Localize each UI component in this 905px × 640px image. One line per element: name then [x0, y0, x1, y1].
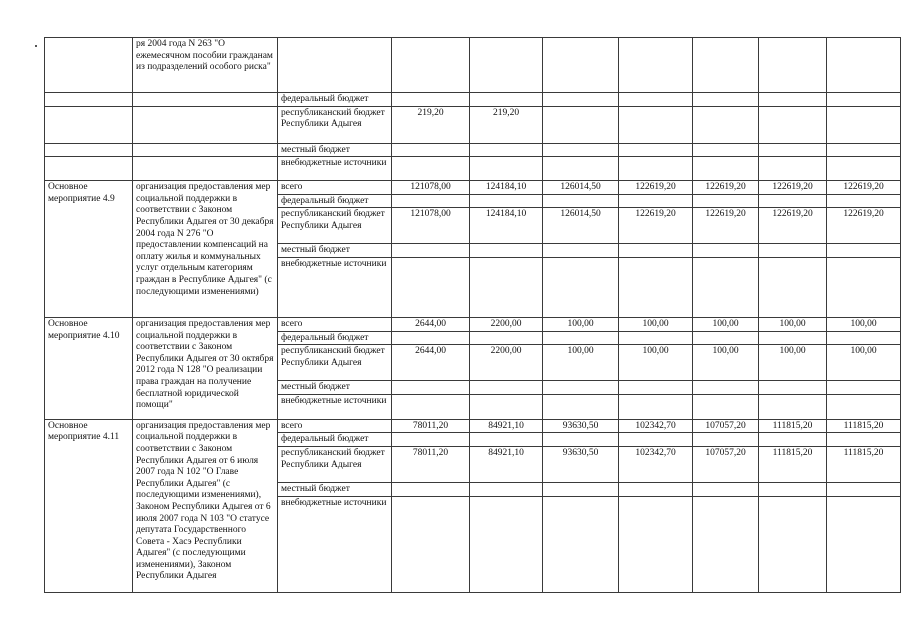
value-cell: 111815,20: [759, 419, 827, 433]
table-body: [45, 38, 901, 593]
value-cell: 100,00: [693, 345, 759, 381]
table-row: [45, 157, 901, 181]
event-description-cell: ря 2004 года N 263 "О ежемесячном пособии гражданам из подразделений особого риска": [133, 38, 278, 93]
table-row: [45, 181, 901, 195]
value-cell: [827, 106, 901, 143]
value-cell: 122619,20: [619, 181, 693, 195]
source-cell: республиканский бюджет Республики Адыгея: [278, 208, 392, 244]
value-cell: 122619,20: [827, 181, 901, 195]
value-cell: 100,00: [827, 345, 901, 381]
value-cell: 102342,70: [619, 446, 693, 482]
value-cell: 100,00: [759, 345, 827, 381]
value-cell: 78011,20: [392, 419, 470, 433]
value-cell: 126014,50: [543, 181, 619, 195]
source-cell: местный бюджет: [278, 244, 392, 258]
value-cell: [759, 106, 827, 143]
source-cell: федеральный бюджет: [278, 433, 392, 447]
table-row: [45, 93, 901, 107]
table-row: [45, 419, 901, 433]
value-cell: 219,20: [392, 106, 470, 143]
event-description-cell: организация предоставления мер социальной поддержки в соответствии с Законом Республики Адыгея от 30 декабря 2004 года N 276 "О предоставлении компенсаций на оплату жилья и коммунальных услуг отдельным категориям граждан в Республике Адыгея" (с последующими изменениями): [133, 181, 278, 318]
source-cell: местный бюджет: [278, 381, 392, 395]
source-cell: внебюджетные источники: [278, 496, 392, 592]
value-cell: 121078,00: [392, 181, 470, 195]
value-cell: 219,20: [470, 106, 543, 143]
value-cell: 100,00: [693, 317, 759, 331]
margin-dot: [35, 45, 37, 47]
source-cell: внебюджетные источники: [278, 157, 392, 181]
value-cell: [619, 106, 693, 143]
budget-table: [44, 37, 901, 593]
source-cell: федеральный бюджет: [278, 331, 392, 345]
table-row: [45, 38, 901, 93]
event-name-cell: Основное мероприятие 4.10: [45, 317, 133, 419]
source-cell: всего: [278, 419, 392, 433]
value-cell: 124184,10: [470, 181, 543, 195]
value-cell: 111815,20: [827, 419, 901, 433]
value-cell: 111815,20: [827, 446, 901, 482]
value-cell: 122619,20: [693, 208, 759, 244]
value-cell: 122619,20: [619, 208, 693, 244]
source-cell: всего: [278, 317, 392, 331]
event-name-cell: Основное мероприятие 4.11: [45, 419, 133, 592]
value-cell: 78011,20: [392, 446, 470, 482]
value-cell: 84921,10: [470, 446, 543, 482]
value-cell: 107057,20: [693, 446, 759, 482]
table-row: [45, 317, 901, 331]
value-cell: 100,00: [619, 345, 693, 381]
value-cell: 102342,70: [619, 419, 693, 433]
value-cell: 93630,50: [543, 419, 619, 433]
value-cell: 121078,00: [392, 208, 470, 244]
event-description-cell: организация предоставления мер социальной поддержки в соответствии с Законом Республики Адыгея от 30 октября 2012 года N 128 "О реализации права граждан на получение бесплатной юридической помощи": [133, 317, 278, 419]
value-cell: 100,00: [827, 317, 901, 331]
source-cell: всего: [278, 181, 392, 195]
value-cell: 122619,20: [759, 181, 827, 195]
source-cell: местный бюджет: [278, 482, 392, 496]
source-cell: местный бюджет: [278, 143, 392, 157]
value-cell: 84921,10: [470, 419, 543, 433]
value-cell: 107057,20: [693, 419, 759, 433]
table-row: [45, 106, 901, 143]
value-cell: 2200,00: [470, 317, 543, 331]
source-cell: внебюджетные источники: [278, 394, 392, 419]
value-cell: 111815,20: [759, 446, 827, 482]
source-cell: республиканский бюджет Республики Адыгея: [278, 446, 392, 482]
event-name-cell: [45, 38, 133, 93]
value-cell: 93630,50: [543, 446, 619, 482]
value-cell: 100,00: [543, 317, 619, 331]
value-cell: 122619,20: [693, 181, 759, 195]
source-cell: республиканский бюджет Республики Адыгея: [278, 345, 392, 381]
event-description-cell: организация предоставления мер социальной поддержки в соответствии с Законом Республики Адыгея от 6 июля 2007 года N 102 "О Главе Республики Адыгея" (с последующими изменениями), Законом Республики Адыгея от 6 июля 2007 года N 103 "О статусе депутата Государственного Совета - Хасэ Республики Адыгея" (с последующими изменениями), Законом Республики Адыгея: [133, 419, 278, 592]
value-cell: 100,00: [543, 345, 619, 381]
source-cell: [278, 38, 392, 93]
source-cell: федеральный бюджет: [278, 194, 392, 208]
source-cell: федеральный бюджет: [278, 93, 392, 107]
table-row: [45, 143, 901, 157]
event-name-cell: Основное мероприятие 4.9: [45, 181, 133, 318]
value-cell: 100,00: [619, 317, 693, 331]
value-cell: [543, 106, 619, 143]
value-cell: 124184,10: [470, 208, 543, 244]
value-cell: 122619,20: [759, 208, 827, 244]
value-cell: 126014,50: [543, 208, 619, 244]
value-cell: 100,00: [759, 317, 827, 331]
value-cell: 2644,00: [392, 317, 470, 331]
source-cell: республиканский бюджет Республики Адыгея: [278, 106, 392, 143]
value-cell: 2200,00: [470, 345, 543, 381]
source-cell: внебюджетные источники: [278, 257, 392, 317]
value-cell: 2644,00: [392, 345, 470, 381]
value-cell: 122619,20: [827, 208, 901, 244]
value-cell: [693, 106, 759, 143]
